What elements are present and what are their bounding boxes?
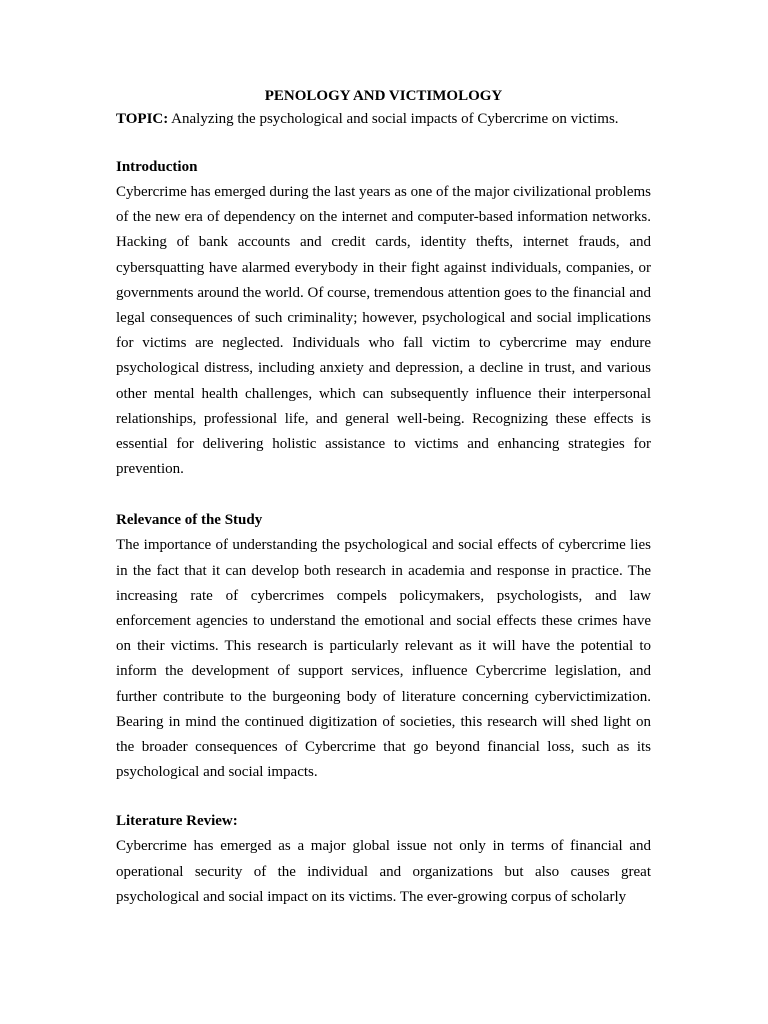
section-body-relevance: The importance of understanding the psychological and social effects of cybercrime lies in the fact that it can develop both research in academia and response in practice. The increasing rate of cybercrimes compels policymakers, psychologists, and law enforcement agencies to understand the emotional and social effects these crimes have on their victims. This research is particularly relevant as it will have the potential to inform the development of support services, influence Cybercrime legislation, and further contribute to the burgeoning body of literature concerning cybervictimization. Bearing in mind the continued digitization of societies, this research will shed light on the broader consequences of Cybercrime that go beyond financial loss, such as its psychological and social impacts. bbox=[116, 537, 651, 781]
section-heading-introduction: Introduction bbox=[116, 159, 198, 175]
topic-line bbox=[116, 108, 651, 130]
section-body-introduction: Cybercrime has emerged during the last years as one of the major civilizational problems of the new era of dependency on the internet and computer-based information networks. Hacking of bank accounts and credit cards, identity thefts, internet frauds, and cybersquatting have alarmed everybody in their fight against individuals, companies, or governments around the world. Of course, tremendous attention goes to the financial and legal consequences of such criminality; however, psychological and social implications for victims are neglected. Individuals who fall victim to cybercrime may endure psychological distress, including anxiety and depression, a decline in trust, and various other mental health challenges, which can subsequently influence their interpersonal relationships, professional life, and general well-being. Recognizing these effects is essential for delivering holistic assistance to victims and enhancing strategies for prevention. bbox=[116, 184, 651, 478]
topic-text: Analyzing the psychological and social impacts of Cybercrime on victims. bbox=[168, 111, 619, 127]
section-relevance bbox=[116, 510, 651, 785]
section-introduction bbox=[116, 157, 651, 482]
section-heading-relevance: Relevance of the Study bbox=[116, 512, 263, 529]
course-title: PENOLOGY AND VICTIMOLOGY bbox=[264, 88, 503, 104]
document-page bbox=[116, 86, 651, 910]
section-body-literature-review: Cybercrime has emerged as a major global issue not only in terms of financial and operational security of the individual and organizations but also causes great psychological and social impact on its victims. The ever-growing corpus of scholarly bbox=[116, 838, 651, 905]
topic-label: TOPIC: bbox=[116, 111, 169, 127]
section-literature-review bbox=[116, 811, 651, 910]
section-heading-literature-review: Literature Review: bbox=[116, 813, 238, 830]
